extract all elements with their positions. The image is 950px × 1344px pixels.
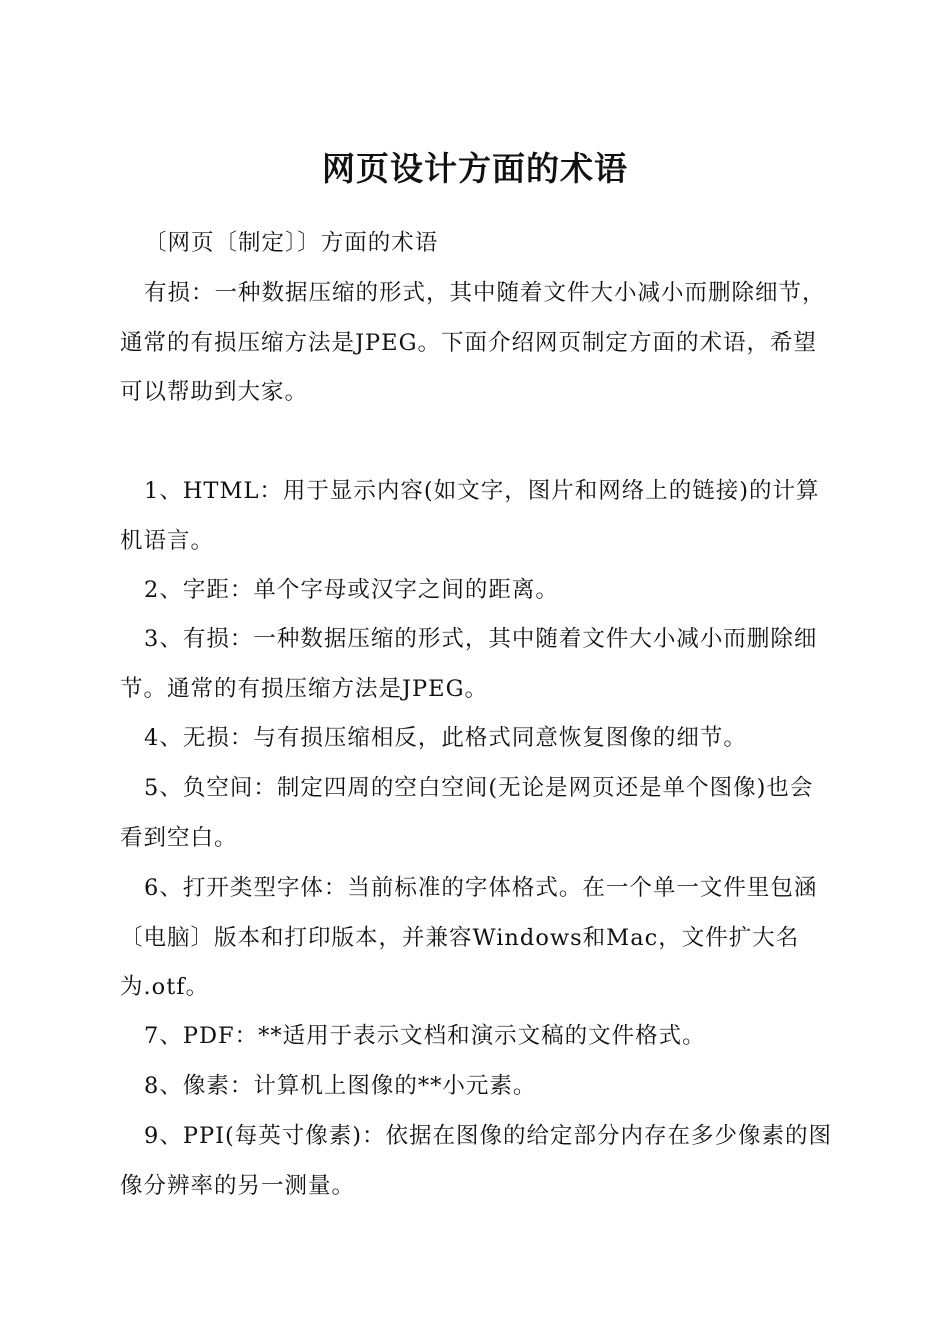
page-title: 网页设计方面的术语 [322,149,628,188]
term-item-lossy: 3、有损：一种数据压缩的形式，其中随着文件大小减小而删除细节。通常的有损压缩方法是JPEG。 [120,626,818,702]
term-item-ppi: 9、PPI(每英寸像素)：依据在图像的给定部分内存在多少像素的图像分辨率的另一测量。 [120,1123,833,1199]
term-item-lossless: 4、无损：与有损压缩相反，此格式同意恢复图像的细节。 [144,725,747,751]
term-item-opentype: 6、打开类型字体：当前标准的字体格式。在一个单一文件里包涵〔电脑〕版本和打印版本，并兼容Windows和Mac，文件扩大名为.otf。 [120,875,818,1000]
term-item-kerning: 2、字距：单个字母或汉字之间的距离。 [144,577,559,603]
term-item-negative-space: 5、负空间：制定四周的空白空间(无论是网页还是单个图像)也会看到空白。 [120,775,814,851]
term-item-pdf: 7、PDF：**适用于表示文档和演示文稿的文件格式。 [144,1023,706,1049]
term-item-html: 1、HTML：用于显示内容(如文字，图片和网络上的链接)的计算机语言。 [120,478,820,554]
intro-paragraph: 有损：一种数据压缩的形式，其中随着文件大小减小而删除细节，通常的有损压缩方法是JPEG。下面介绍网页制定方面的术语，希望可以帮助到大家。 [120,280,826,405]
term-item-pixel: 8、像素：计算机上图像的**小元素。 [144,1073,537,1099]
subtitle-line: 〔网页〔制定〕〕方面的术语 [144,230,439,256]
